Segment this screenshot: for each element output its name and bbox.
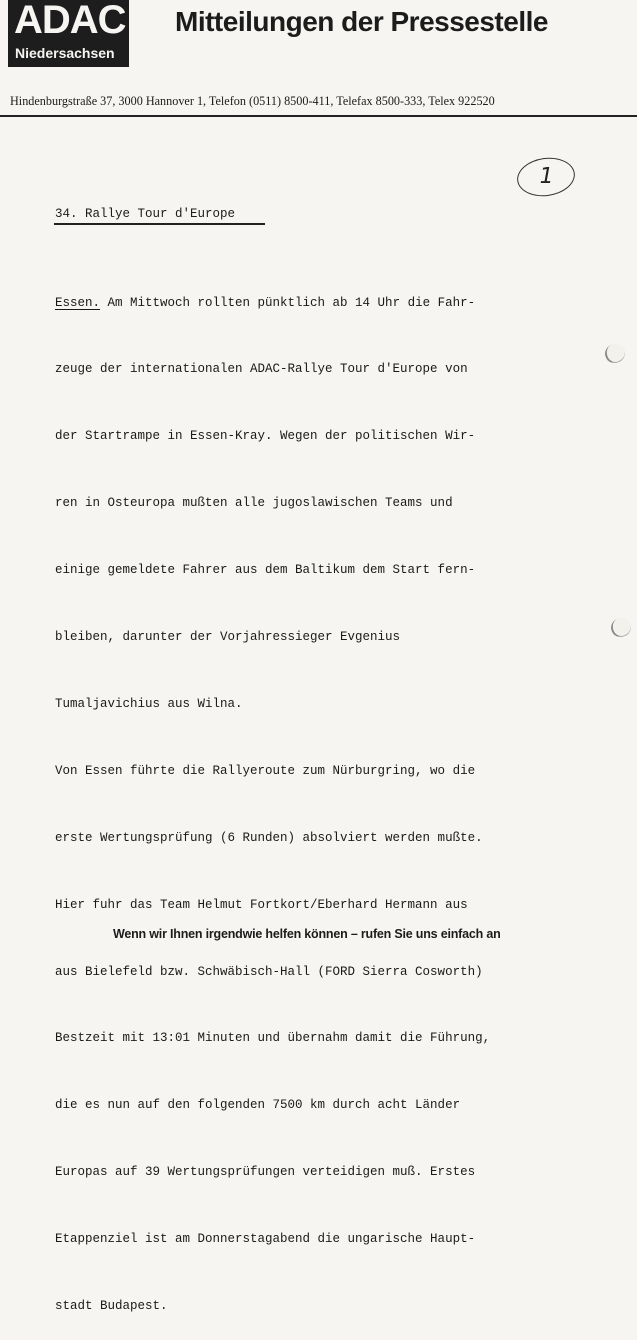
body-line: bleiben, darunter der Vorjahressieger Evgenius (55, 630, 401, 645)
body-line: Tumaljavichius aus Wilna. (55, 696, 243, 711)
handwritten-page-number (515, 154, 578, 200)
dateline-place: Essen. (55, 295, 101, 310)
title-underline (54, 223, 265, 225)
header-divider (0, 115, 637, 117)
body-line: einige gemeldete Fahrer aus dem Baltikum dem Start fern- (55, 563, 476, 578)
footer-slogan: Wenn wir Ihnen irgendwie helfen können – rufen Sie uns einfach an (113, 927, 501, 941)
press-release-body (55, 247, 490, 1340)
punch-hole (608, 615, 633, 640)
letterhead-title: Mitteilungen der Pressestelle (175, 6, 548, 37)
body-line: der Startrampe in Essen-Kray. Wegen der politischen Wir- (55, 429, 476, 444)
document-title: 34. Rallye Tour d'Europe (55, 207, 236, 221)
punch-hole (602, 341, 627, 366)
adac-logo (8, 0, 129, 67)
body-line: zeuge der internationalen ADAC-Rallye Tour d'Europe von (55, 362, 468, 377)
body-line: Europas auf 39 Wertungsprüfungen verteidigen muß. Erstes (55, 1165, 476, 1180)
body-line: stadt Budapest. (55, 1298, 168, 1313)
body-line: erste Wertungsprüfung (6 Runden) absolviert werden mußte. (55, 830, 483, 845)
logo-region: Niedersachsen (15, 45, 115, 61)
body-line: Von Essen führte die Rallyeroute zum Nürburgring, wo die (55, 763, 476, 778)
body-line: Am Mittwoch rollten pünktlich ab 14 Uhr die Fahr- (100, 295, 476, 310)
body-line: Etappenziel ist am Donnerstagabend die ungarische Haupt- (55, 1232, 476, 1247)
body-line-first (55, 292, 490, 314)
page-number-text: 1 (536, 164, 556, 189)
body-line: Bestzeit mit 13:01 Minuten und übernahm damit die Führung, (55, 1031, 491, 1046)
logo-wordmark: ADAC (14, 0, 126, 42)
body-line: aus Bielefeld bzw. Schwäbisch-Hall (FORD Sierra Cosworth) (55, 964, 483, 979)
body-line: Hier fuhr das Team Helmut Fortkort/Eberhard Hermann aus (55, 897, 468, 912)
body-line: die es nun auf den folgenden 7500 km durch acht Länder (55, 1098, 461, 1113)
body-line: ren in Osteuropa mußten alle jugoslawischen Teams und (55, 496, 453, 511)
letterhead-address: Hindenburgstraße 37, 3000 Hannover 1, Telefon (0511) 8500-411, Telefax 8500-333, Telex 922520 (10, 94, 495, 108)
